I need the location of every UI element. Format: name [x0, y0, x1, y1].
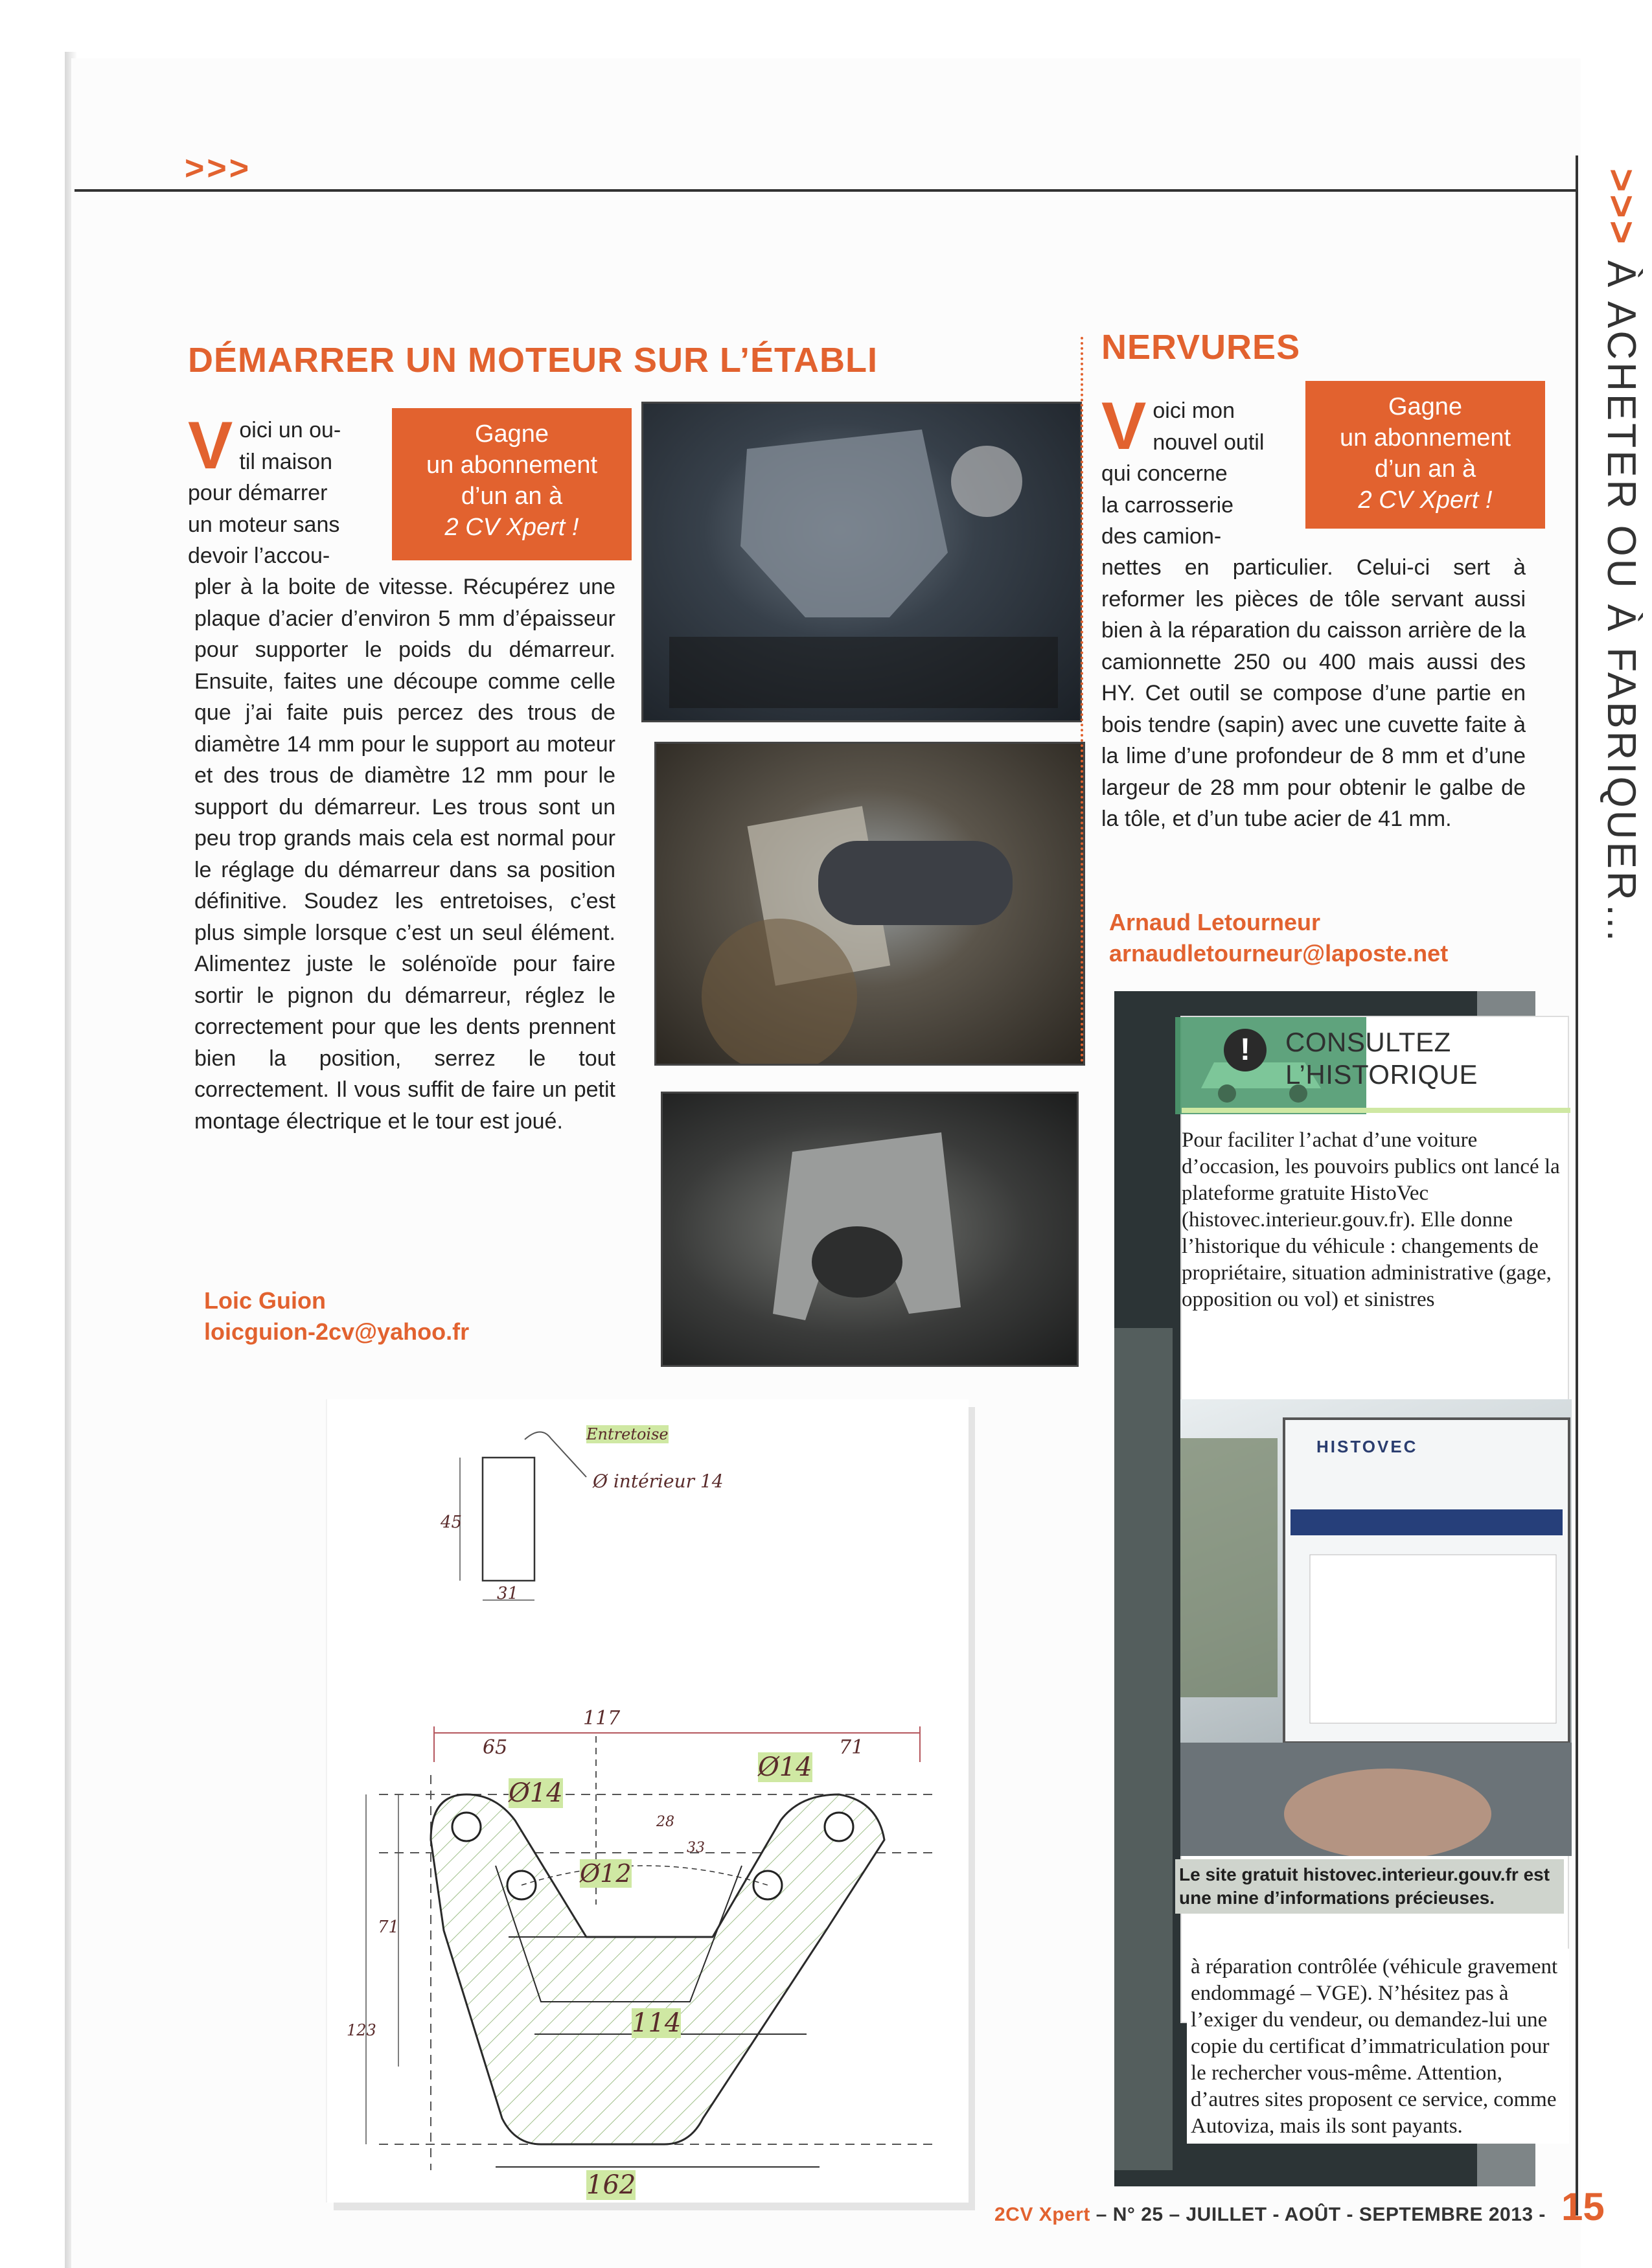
article1-intro — [188, 408, 369, 572]
laptop-art — [1180, 1399, 1572, 1856]
article1-line: devoir l’accou- — [188, 544, 330, 568]
article1-dropcap: V — [188, 408, 233, 483]
article2-line: qui concerne — [1101, 461, 1228, 486]
sidebar-text1: Pour faciliter l’achat d’une voiture d’occasion, les pouvoirs publics ont lancé la plateforme gratuite HistoVec (histovec.interieur.gouv.fr). Elle donne l’historique du véhicule : changements de propriétaire, situation administrative (gage, opposition ou vol) et sinistres — [1182, 1128, 1560, 1311]
article2-title: NERVURES — [1101, 328, 1301, 367]
photo-starter-mounted — [654, 742, 1085, 1066]
article1-line: til maison — [239, 449, 332, 474]
drawing-spacer-height: 45 — [441, 1513, 463, 1532]
badge-line1: Gagne — [1388, 393, 1463, 420]
drawing-spacer-width: 31 — [497, 1584, 519, 1603]
drawing-dim-d14-left: Ø14 — [509, 1778, 563, 1808]
sidebar-caption: Le site gratuit histovec.interieur.gouv.fr est une mine d’informations précieuses. — [1175, 1859, 1564, 1914]
header-rule — [75, 189, 1577, 192]
drawing-dim-114: 114 — [632, 2008, 682, 2038]
photo-plate-bench — [661, 1092, 1079, 1367]
alert-icon: ! — [1224, 1029, 1267, 1071]
article2-email[interactable]: arnaudletourneur@laposte.net — [1109, 940, 1449, 967]
article2-line: oici mon — [1153, 398, 1235, 423]
article1-contest-badge — [392, 408, 632, 560]
badge-line4: 2 CV Xpert ! — [1358, 487, 1493, 514]
drawing-dim-123: 123 — [347, 2021, 376, 2039]
sidebar-title-line2: L’HISTORIQUE — [1285, 1059, 1478, 1090]
histovec-screenshot-photo — [1180, 1399, 1572, 1856]
drawing-spacer-label: Entretoise — [586, 1425, 669, 1443]
article2-line: nouvel outil — [1153, 430, 1265, 455]
histovec-logo: HISTOVEC — [1316, 1437, 1418, 1456]
drawing-dim-28: 28 — [656, 1814, 674, 1830]
sidebar-text2: à réparation contrôlée (véhicule gravement endommagé – VGE). N’hésitez pas à l’exiger du vendeur, ou demandez-lui une copie du certificat d’immatriculation pour le rechercher vous-même. Attention, d’autres sites proposent ce service, comme Autoviza, mais ils sont payants. — [1187, 1949, 1569, 2144]
article1-email[interactable]: loicguion-2cv@yahoo.fr — [204, 1318, 470, 1345]
drawing-dim-d12: Ø12 — [580, 1859, 632, 1888]
histovec-card — [1180, 1016, 1569, 2023]
article2-intro — [1101, 389, 1289, 553]
drawing-dim-65: 65 — [483, 1736, 508, 1759]
article2-author: Arnaud Letourneur — [1109, 909, 1321, 935]
header-chevrons: >>> — [185, 150, 252, 187]
article1-title: DÉMARRER UN MOTEUR SUR L’ÉTABLI — [188, 341, 878, 380]
sidebar-title-line1: CONSULTEZ — [1285, 1027, 1451, 1057]
badge-line2: un abonnement — [1339, 424, 1511, 452]
section-side-label — [1586, 168, 1644, 946]
badge-line2: un abonnement — [426, 452, 598, 479]
drawing-dim-33: 33 — [687, 1840, 705, 1856]
article1-line: un moteur sans — [188, 512, 340, 537]
badge-line3: d’un an à — [461, 483, 563, 510]
article2-line: la carrosserie — [1101, 492, 1234, 518]
drawing-spacer-note: Ø intérieur 14 — [593, 1471, 724, 1492]
article2-line: des camion- — [1101, 524, 1222, 549]
drawing-dim-71-left: 71 — [378, 1918, 400, 1937]
drawing-dim-162: 162 — [586, 2170, 636, 2200]
photo-engine-plate-art — [643, 404, 1080, 720]
article2-dropcap: V — [1101, 389, 1147, 464]
footer-issue — [994, 2204, 1546, 2226]
photo-starter-mounted-art — [656, 744, 1083, 1064]
article2-body: nettes en particulier. Celui-ci sert à reformer les pièces de tôle servant aussi bien à la réparation du caisson arrière de la camionnette 250 ou 400 mais aussi des HY. Cet outil se compose d’une partie en bois tendre (sapin) avec une cuvette faite à la lime d’une profondeur de 8 mm et d’une largeur de 28 mm pour obtenir le galbe de la tôle, et d’un tube acier de 41 mm. — [1101, 555, 1526, 831]
photo-engine-plate — [641, 402, 1082, 722]
article1-author: Loic Guion — [204, 1287, 326, 1314]
drawing-dim-d14-right: Ø14 — [758, 1752, 812, 1782]
article1-line: oici un ou- — [239, 418, 341, 442]
photo-plate-bench-art — [663, 1094, 1077, 1365]
footer-issue-text: – N° 25 – JUILLET - AOÛT - SEPTEMBRE 2013 - — [1090, 2204, 1546, 2225]
side-label-chevrons: >>> — [1599, 168, 1644, 247]
title-underline — [1182, 1108, 1570, 1113]
technical-drawing — [327, 1399, 969, 2203]
article1-body: pler à la boite de vitesse. Récupérez une plaque d’acier d’environ 5 mm d’épaisseur pour supporter le poids du démarreur. Ensuite, faites une découpe comme celle que j’ai faite puis percez des trous de diamètre 14 mm pour le support au moteur et des trous de diamètre 12 mm pour le support du démarreur. Les trous sont un peu trop grands mais cela est normal pour le réglage du démarreur dans sa position définitive. Soudez les entretoises, c’est plus simple lorsque c’est un seul élément. Alimentez juste le solénoïde pour faire sortir le pignon du démarreur, réglez le correctement pour que les dents prennent bien la position, serrez le tout correctement. Il vous suffit de faire un petit montage électrique et le tour est joué. — [194, 575, 615, 1134]
technical-drawing-sheet — [327, 1399, 969, 2203]
side-label-text: À ACHETER OU À FABRIQUER… — [1599, 260, 1644, 946]
badge-line3: d’un an à — [1374, 455, 1476, 483]
footer-brand: 2CV Xpert — [994, 2204, 1090, 2225]
badge-line1: Gagne — [474, 420, 549, 448]
article2-contest-badge — [1305, 381, 1545, 529]
badge-line4: 2 CV Xpert ! — [444, 514, 579, 541]
article1-line: pour démarrer — [188, 481, 328, 505]
side-rule — [1576, 155, 1578, 2216]
drawing-dim-71: 71 — [839, 1736, 864, 1759]
column-divider — [1081, 337, 1083, 1062]
page-number: 15 — [1561, 2185, 1605, 2228]
drawing-dim-117: 117 — [583, 1707, 621, 1730]
